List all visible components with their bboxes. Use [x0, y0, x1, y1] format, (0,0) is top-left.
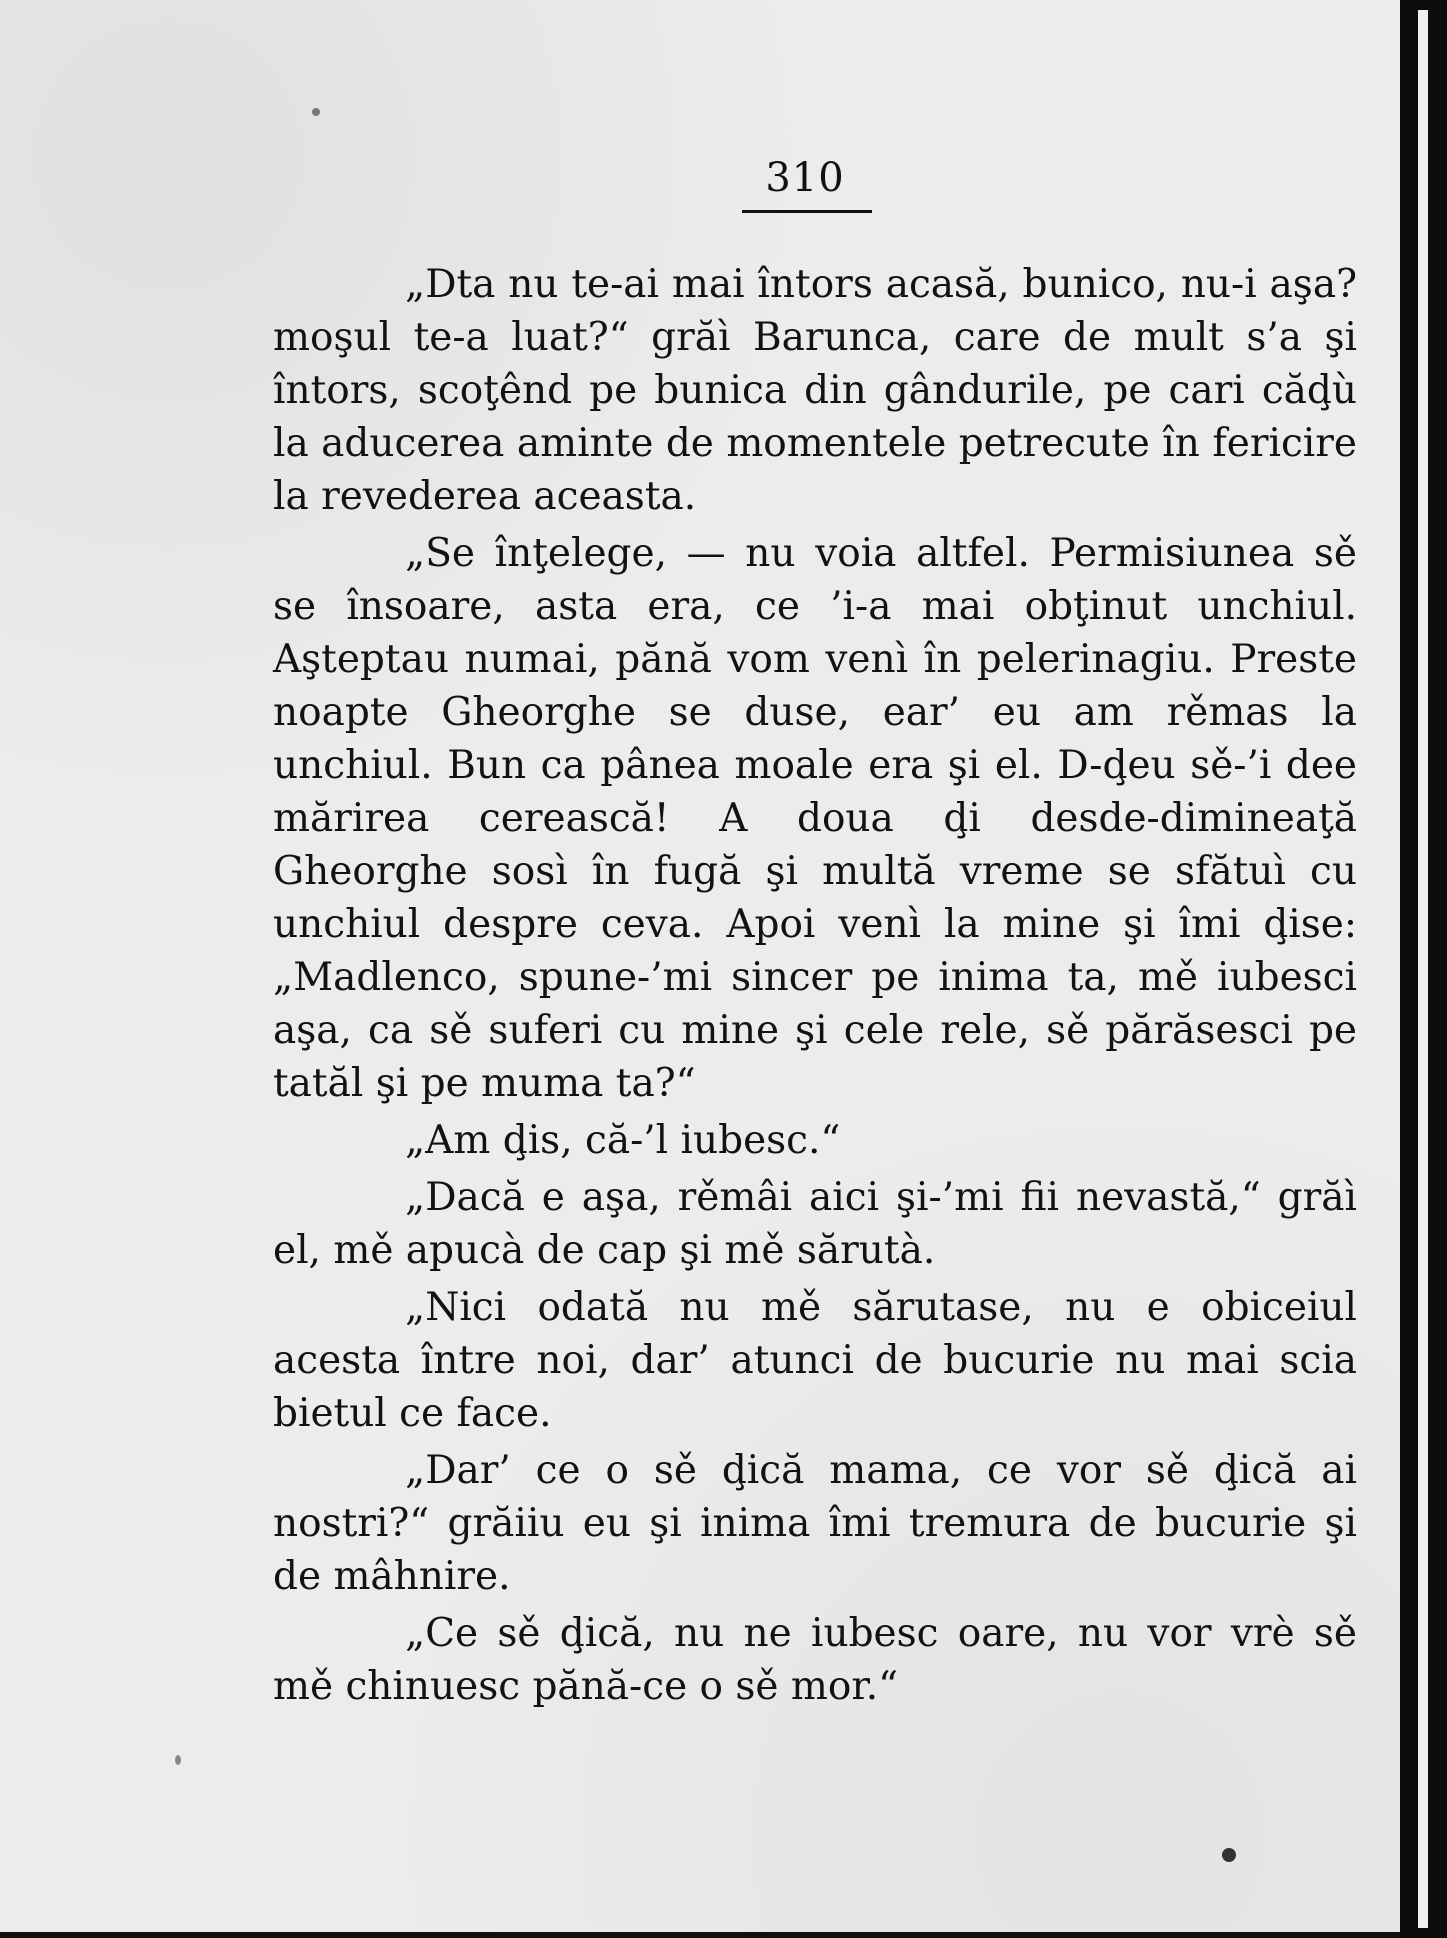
paragraph: „Dta nu te-ai mai întors acasă, bunico, nu-i aşa? moşul te-a luat?“ grăì Barunca, care de mult s’a şi întors, scoţênd pe bunica din gândurile, pe cari căḑù la aducerea aminte de momentele petrecute în fericire la revederea aceasta.: [273, 262, 1357, 519]
scan-speck: [1222, 1848, 1236, 1862]
scan-edge-strip: [1418, 10, 1428, 1928]
paragraph: „Dacă e aşa, rěmâi aici şi-’mi fii nevastă,“ grăì el, mě apucà de cap şi mě sărutà.: [273, 1175, 1357, 1273]
paragraph: „Se înţelege, — nu voia altfel. Permisiunea sě se însoare, asta era, ce ’i-a mai obţinut unchiul. Aşteptau numai, pănă vom venì în pelerinagiu. Preste noapte Gheorghe se duse, ear’ eu am rěmas la unchiul. Bun ca pânea moale era şi el. D-ḑeu sě-’i dee mărirea cerească! A doua ḑi desde-dimineaţă Gheorghe sosì în fugă şi multă vreme se sfătuì cu unchiul despre ceva. Apoi venì la mine şi îmi ḑise: „Madlenco, spune-’mi sincer pe inima ta, mě iubesci aşa, ca sě suferi cu mine şi cele rele, sě părăsesci pe tatăl şi pe muma ta?“: [273, 531, 1357, 1106]
paragraph: „Ce sě ḑică, nu ne iubesc oare, nu vor vrè sě mě chinuesc pănă-ce o sě mor.“: [273, 1611, 1357, 1709]
scan-edge: [1400, 0, 1447, 1938]
paragraph: „Nici odată nu mě sărutase, nu e obiceiul acesta între noi, dar’ atunci de bucurie nu mai scia bietul ce face.: [273, 1285, 1357, 1436]
page-number-underline: [742, 210, 872, 213]
scan-speck: [175, 1755, 181, 1765]
scan-speck: [312, 108, 320, 116]
body-text: [273, 258, 1357, 1713]
paragraph: „Dar’ ce o sě ḑică mama, ce vor sě ḑică ai nostri?“ grăiiu eu şi inima îmi tremura de bucurie şi de mâhnire.: [273, 1448, 1357, 1599]
page-number: 310: [765, 155, 845, 201]
paragraph: „Am ḑis, că-’l iubesc.“: [405, 1118, 841, 1163]
